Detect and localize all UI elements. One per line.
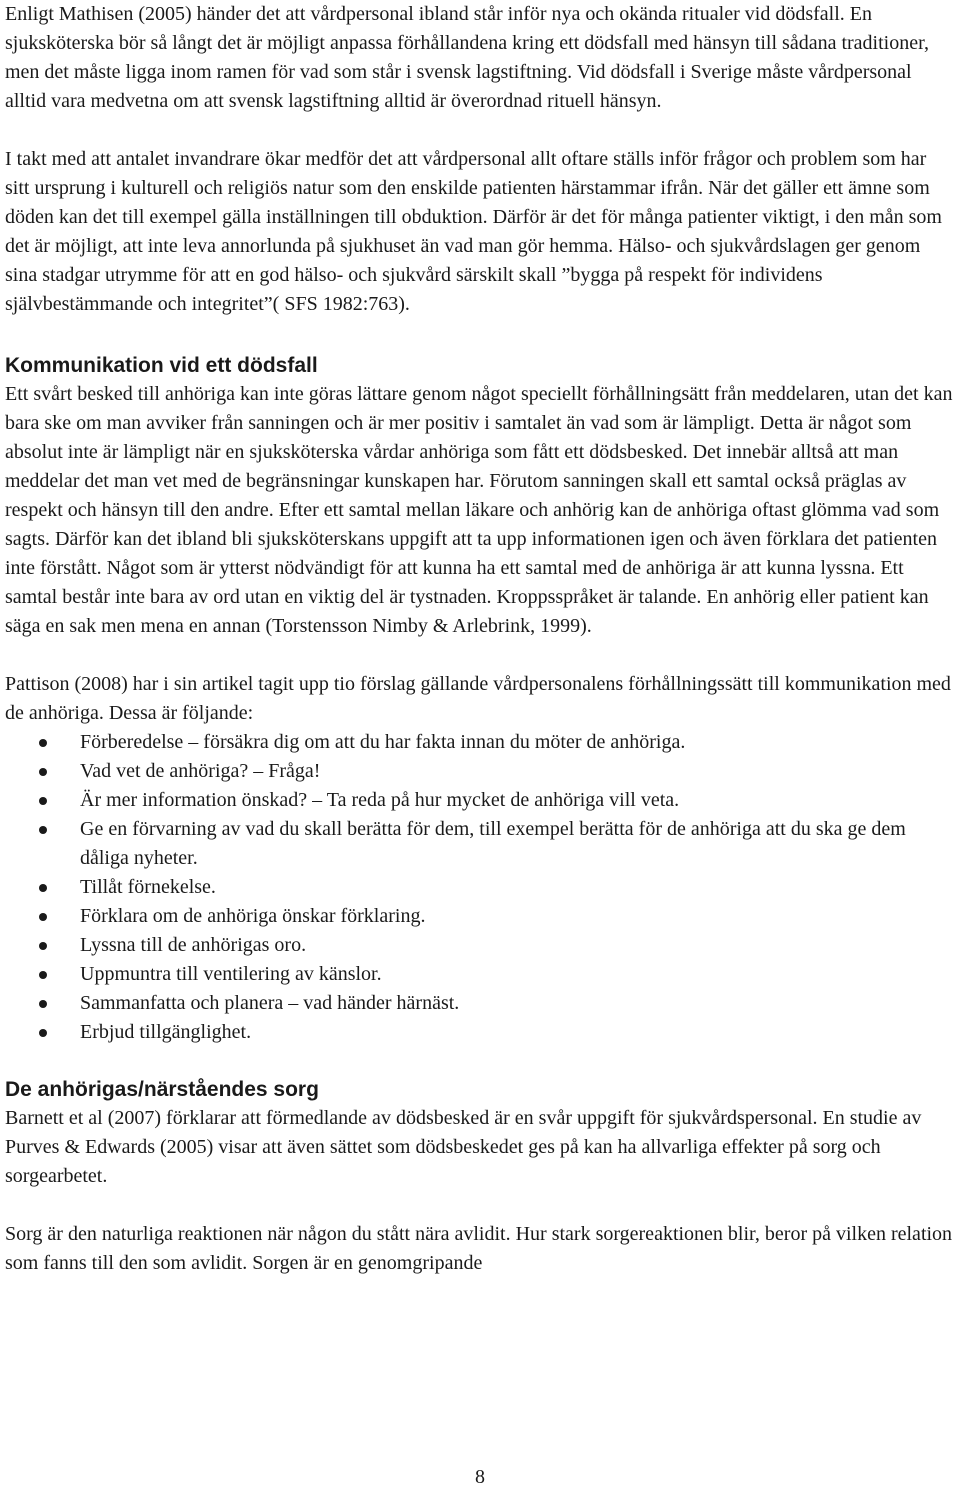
bullet-dot-icon — [39, 942, 47, 950]
paragraph-barnett: Barnett et al (2007) förklarar att förmedlande av dödsbesked är en svår uppgift för sjukvårdspersonal. En studie av Purves & Edwards (2005) visar att även sättet som dödsbeskedet ges på kan ha allvarliga effekter på sorg och sorgearbetet. — [5, 1107, 922, 1187]
paragraph-spacer — [5, 116, 955, 145]
section-heading-kommunikation: Kommunikation vid ett dödsfall — [5, 354, 318, 377]
list-item-text: Förklara om de anhöriga önskar förklaring. — [80, 905, 426, 927]
list-item — [5, 902, 955, 931]
paragraph-mathisen: Enligt Mathisen (2005) händer det att vårdpersonal ibland står inför nya och okända ritualer vid dödsfall. En sjuksköterska bör så långt det är möjligt anpassa förhållandena kring ett dödsfall med hänsyn till sådana traditioner, men det måste ligga inom ramen för vad som står i svensk lagstiftning. Vid dödsfall i Sverige måste vårdpersonal alltid vara medvetna om att svensk lagstiftning alltid är överordnad rituell hänsyn. — [5, 3, 929, 112]
paragraph-besked: Ett svårt besked till anhöriga kan inte göras lättare genom något speciellt förhållningsätt från meddelaren, utan det kan bara ske om man avviker från sanningen och är mer positiv i samtalet än vad som är lämpligt. Detta är något som absolut inte är lämpligt när en sjuksköterska vårdar anhöriga som fått ett dödsbesked. Det innebär alltså att man meddelar det man vet med de begränsningar kunskapen har. Förutom sanningen skall ett samtal också präglas av respekt och hänsyn till den andre. Efter ett samtal mellan läkare och anhörig kan de anhöriga oftast glömma vad som sagts. Därför kan det ibland bli sjuksköterskans uppgift att ta upp informationen igen och även förklara det patienten inte förstått. Något som är ytterst nödvändigt för att kunna ha ett samtal med de anhöriga är att kunna lyssna. Ett samtal består inte bara av ord utan en viktig del är tystnaden. Kroppsspråket är talande. En anhörig eller patient kan säga en sak men mena en annan (Torstensson Nimby & Arlebrink, 1999). — [5, 383, 953, 637]
bullet-dot-icon — [39, 826, 47, 834]
bullet-dot-icon — [39, 768, 47, 776]
list-item — [5, 931, 955, 960]
list-item-text: Tillåt förnekelse. — [80, 876, 216, 898]
paragraph-spacer — [5, 641, 955, 670]
list-item-text: Vad vet de anhöriga? – Fråga! — [80, 760, 321, 782]
list-item — [5, 960, 955, 989]
list-item-text: Är mer information önskad? – Ta reda på hur mycket de anhöriga vill veta. — [80, 789, 680, 811]
section-spacer — [5, 1047, 955, 1076]
page-number: 8 — [475, 1466, 485, 1488]
document-page — [5, 0, 955, 1278]
section-spacer — [5, 319, 955, 352]
list-item-text: Lyssna till de anhörigas oro. — [80, 934, 307, 956]
bullet-dot-icon — [39, 971, 47, 979]
bullet-dot-icon — [39, 1029, 47, 1037]
list-item — [5, 1018, 955, 1047]
list-item-text: Förberedelse – försäkra dig om att du har fakta innan du möter de anhöriga. — [80, 731, 686, 753]
bullet-dot-icon — [39, 913, 47, 921]
bullet-dot-icon — [39, 1000, 47, 1008]
paragraph-invandrare: I takt med att antalet invandrare ökar medför det att vårdpersonal allt oftare ställs inför frågor och problem som har sitt ursprung i kulturell och religiös natur som den enskilde patienten härstammar ifrån. När det gäller ett ämne som döden kan det till exempel gälla inställningen till obduktion. Därför är det för många patienter viktigt, i den mån som det är möjligt, att inte leva annorlunda på sjukhuset än vad man gör hemma. Hälso- och sjukvårdslagen ger genom sina stadgar utrymme för att en god hälso- och sjukvård särskilt skall ”bygga på respekt för individens självbestämmande och integritet”( SFS 1982:763). — [5, 148, 942, 315]
section-heading-sorg: De anhörigas/närståendes sorg — [5, 1078, 319, 1101]
bullet-dot-icon — [39, 797, 47, 805]
list-item-text: Erbjud tillgänglighet. — [80, 1021, 252, 1043]
bullet-list — [5, 728, 955, 1047]
paragraph-pattison: Pattison (2008) har i sin artikel tagit upp tio förslag gällande vårdpersonalens förhållningssätt till kommunikation med de anhöriga. Dessa är följande: — [5, 673, 951, 724]
list-item-text: Sammanfatta och planera – vad händer härnäst. — [80, 992, 460, 1014]
paragraph-spacer — [5, 1191, 955, 1220]
bullet-dot-icon — [39, 739, 47, 747]
bullet-dot-icon — [39, 884, 47, 892]
list-item — [5, 989, 955, 1018]
list-item-text: Uppmuntra till ventilering av känslor. — [80, 963, 382, 985]
list-item — [5, 728, 955, 757]
paragraph-sorg: Sorg är den naturliga reaktionen när någon du stått nära avlidit. Hur stark sorgereaktionen blir, beror på vilken relation som fanns till den som avlidit. Sorgen är en genomgripande — [5, 1223, 953, 1274]
list-item — [5, 757, 955, 786]
list-item — [5, 815, 955, 873]
list-item — [5, 786, 955, 815]
list-item — [5, 873, 955, 902]
list-item-text: Ge en förvarning av vad du skall berätta för dem, till exempel berätta för de anhöriga att du ska ge dem dåliga nyheter. — [80, 818, 906, 869]
